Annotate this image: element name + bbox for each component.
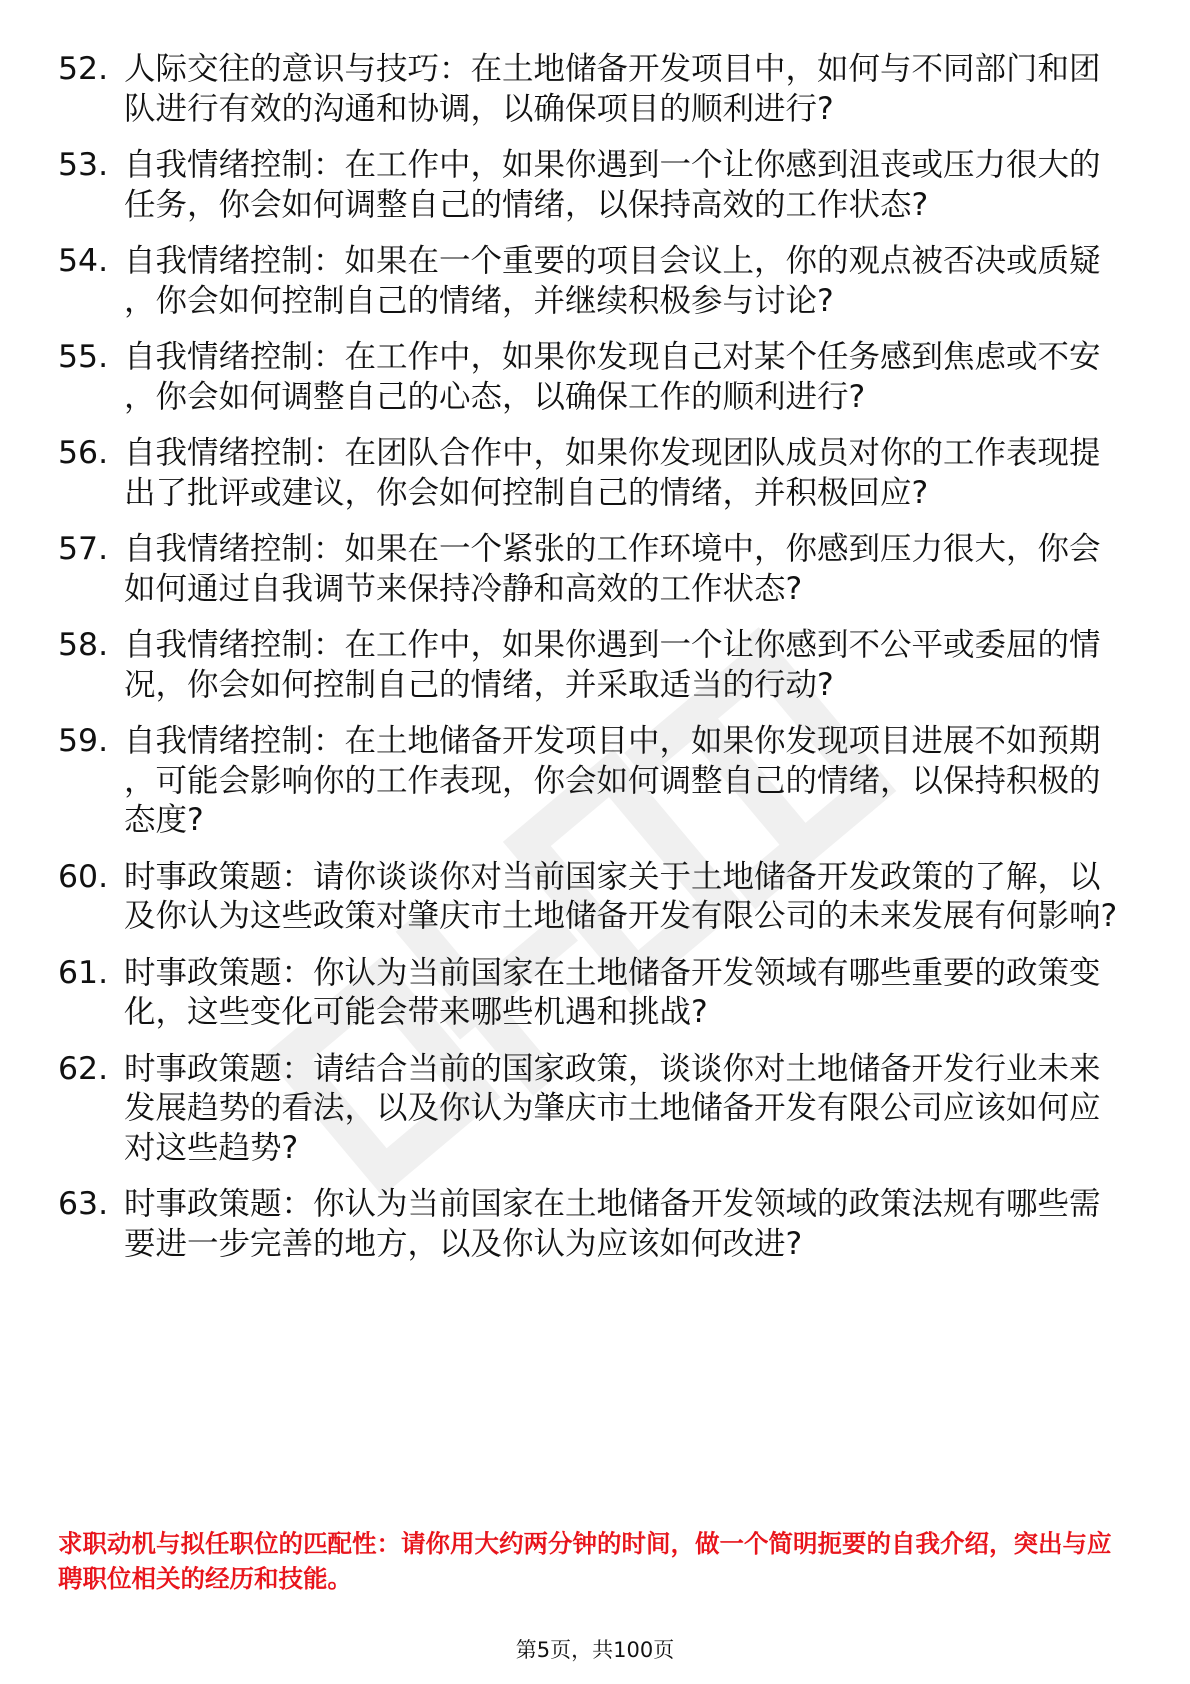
question-number: 59. [58, 723, 109, 759]
question-category: 时事政策题： [124, 1186, 314, 1222]
question-category: 自我情绪控制： [124, 435, 345, 471]
question-text-block [124, 954, 1118, 1033]
question-item [58, 338, 1118, 417]
question-category: 时事政策题： [124, 858, 314, 895]
question-category: 自我情绪控制： [124, 723, 345, 759]
question-body: 如果在一个重要的项目会议上，你的观点被否决或质疑，你会如何控制自己的情绪，并继续积极参与讨论? [124, 243, 1101, 319]
highlight-note: 求职动机与拟任职位的匹配性：请你用大约两分钟的时间，做一个简明扼要的自我介绍，突出与应聘职位相关的经历和技能。 [58, 1529, 1112, 1593]
question-text-block [124, 242, 1118, 321]
question-number: 62. [58, 1050, 109, 1087]
question-number: 52. [58, 51, 109, 87]
question-body: 请结合当前的国家政策，谈谈你对土地储备开发行业未来发展趋势的看法，以及你认为肇庆市土地储备开发有限公司应该如何应对这些趋势? [124, 1050, 1101, 1166]
question-item [58, 434, 1118, 513]
question-body: 在工作中，如果你遇到一个让你感到沮丧或压力很大的任务，你会如何调整自己的情绪，以保持高效的工作状态? [124, 147, 1101, 223]
question-text-block [124, 530, 1118, 609]
question-text-block [124, 146, 1118, 225]
question-number: 60. [58, 858, 109, 895]
question-item [58, 954, 1118, 1033]
question-category: 自我情绪控制： [124, 531, 345, 567]
question-number: 54. [58, 243, 109, 279]
question-body: 如果在一个紧张的工作环境中，你感到压力很大，你会如何通过自我调节来保持冷静和高效的工作状态? [124, 531, 1101, 607]
question-number: 61. [58, 954, 109, 991]
question-item [58, 530, 1118, 609]
question-text-block [124, 338, 1118, 417]
question-list [58, 50, 1118, 1281]
question-text-block [124, 722, 1118, 841]
question-text-block [124, 626, 1118, 705]
question-category: 自我情绪控制： [124, 627, 345, 663]
question-text-block [124, 1185, 1118, 1264]
question-text-block [124, 858, 1118, 937]
question-body: 请你谈谈你对当前国家关于土地储备开发政策的了解，以及你认为这些政策对肇庆市土地储备开发有限公司的未来发展有何影响? [124, 858, 1118, 934]
question-item [58, 50, 1118, 129]
question-item [58, 146, 1118, 225]
question-body: 在团队合作中，如果你发现团队成员对你的工作表现提出了批评或建议，你会如何控制自己的情绪，并积极回应? [124, 435, 1101, 511]
question-number: 53. [58, 147, 109, 183]
question-text-block [124, 50, 1118, 129]
question-category: 自我情绪控制： [124, 339, 345, 375]
question-number: 63. [58, 1186, 109, 1222]
question-category: 自我情绪控制： [124, 147, 345, 183]
question-body: 在土地储备开发项目中，如果你发现项目进展不如预期，可能会影响你的工作表现，你会如何调整自己的情绪，以保持积极的态度? [124, 723, 1101, 838]
question-number: 58. [58, 627, 109, 663]
question-category: 自我情绪控制： [124, 243, 345, 279]
question-body: 你认为当前国家在土地储备开发领域有哪些重要的政策变化，这些变化可能会带来哪些机遇和挑战? [124, 954, 1101, 1030]
question-text-block [124, 1050, 1118, 1169]
page-footer: 第5页，共100页 [515, 1638, 675, 1662]
question-item [58, 858, 1118, 937]
question-category: 人际交往的意识与技巧： [124, 51, 471, 87]
question-body: 在土地储备开发项目中，如何与不同部门和团队进行有效的沟通和协调，以确保项目的顺利进行? [124, 51, 1101, 127]
question-body: 在工作中，如果你遇到一个让你感到不公平或委屈的情况，你会如何控制自己的情绪，并采取适当的行动? [124, 627, 1101, 703]
question-body: 在工作中，如果你发现自己对某个任务感到焦虑或不安，你会如何调整自己的心态，以确保工作的顺利进行? [124, 339, 1101, 415]
question-item [58, 242, 1118, 321]
question-body: 你认为当前国家在土地储备开发领域的政策法规有哪些需要进一步完善的地方，以及你认为应该如何改进? [124, 1186, 1101, 1262]
question-number: 55. [58, 339, 109, 375]
question-item [58, 1050, 1118, 1169]
question-item [58, 626, 1118, 705]
question-item [58, 1185, 1118, 1264]
question-item [58, 722, 1118, 841]
question-category: 时事政策题： [124, 954, 314, 991]
question-category: 时事政策题： [124, 1050, 314, 1087]
question-number: 57. [58, 531, 109, 567]
question-text-block [124, 434, 1118, 513]
question-number: 56. [58, 435, 109, 471]
